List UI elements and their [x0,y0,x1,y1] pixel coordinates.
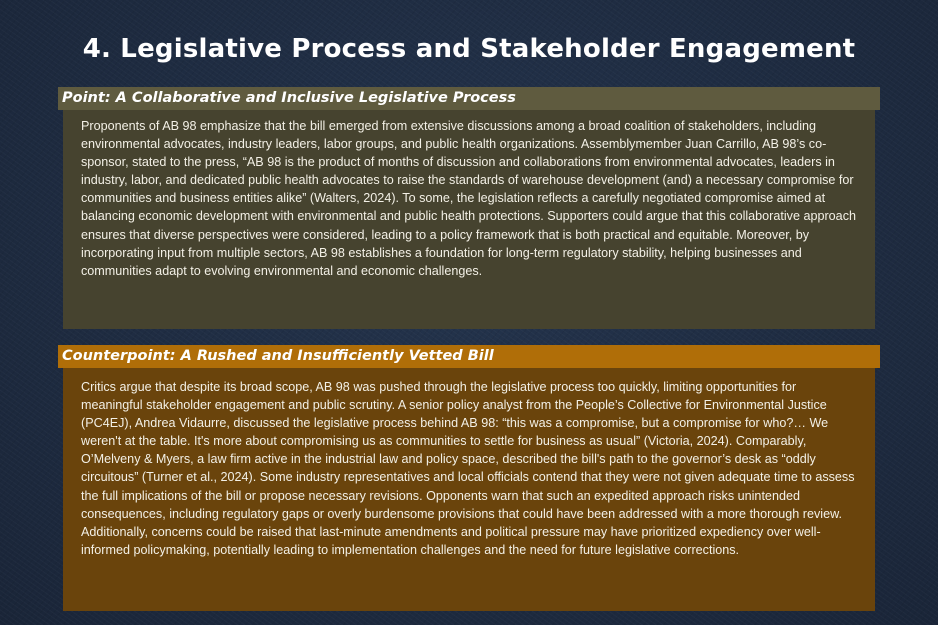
point-body-box [63,110,875,329]
point-header: Point: A Collaborative and Inclusive Legislative Process [58,87,880,110]
page-title: 4. Legislative Process and Stakeholder Engagement [82,34,856,64]
counterpoint-body-text: Critics argue that despite its broad scope, AB 98 was pushed through the legislative process too quickly, limiting opportunities for meaningful stakeholder engagement and public scrutiny. A senior policy analyst from the People’s Collective for Environmental Justice (PC4EJ), Andrea Vidaurre, discussed the legislative process behind AB 98: “this was a compromise, but a compromise for who?… We weren't at the table. It's more about compromising us as communities to settle for business as usual” (Victoria, 2024). Comparably, O’Melveny & Myers, a law firm active in the industrial law and policy space, described the bill's path to the governor’s desk as “oddly circuitous” (Turner et al., 2024). Some industry representatives and local officials contend that they were not given adequate time to assess the full implications of the bill or propose necessary revisions. Opponents warn that such an expedited approach risks unintended consequences, including regulatory gaps or overly burdensome provisions that could have been addressed with a more thorough review. Additionally, concerns could be raised that last-minute amendments and political pressure may have prioritized expediency over well-informed policymaking, potentially leading to implementation challenges and the need for future legislative corrections. [81,380,855,557]
counterpoint-body-box [63,368,875,611]
point-body-text: Proponents of AB 98 emphasize that the bill emerged from extensive discussions among a broad coalition of stakeholders, including environmental advocates, industry leaders, labor groups, and public health organizations. Assemblymember Juan Carrillo, AB 98’s co-sponsor, stated to the press, “AB 98 is the product of months of discussion and collaborations from environmental advocates, leaders in industry, labor, and dedicated public health advocates to raise the standards of warehouse development (and) a necessary compromise for communities and business entities alike” (Walters, 2024). To some, the legislation reflects a carefully negotiated compromise aimed at balancing economic development with environmental and public health protections. Supporters could argue that this collaborative approach ensures that diverse perspectives were considered, leading to a policy framework that is both practical and equitable. Moreover, by incorporating input from multiple sectors, AB 98 establishes a foundation for long-term regulatory stability, helping businesses and communities adapt to evolving environmental and economic challenges. [81,119,856,278]
counterpoint-header: Counterpoint: A Rushed and Insufficiently Vetted Bill [58,345,880,368]
